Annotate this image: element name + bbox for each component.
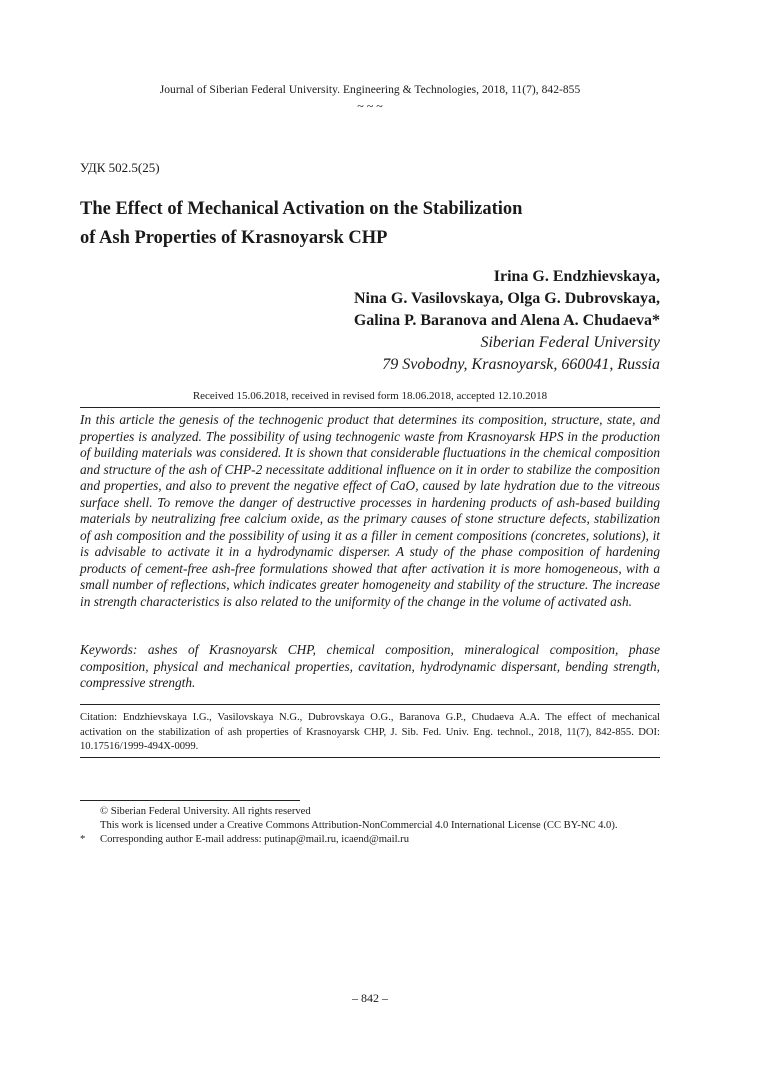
title-line-1: The Effect of Mechanical Activation on the Stabilization xyxy=(80,199,523,219)
author-block xyxy=(354,266,660,376)
page-number: – 842 – xyxy=(352,991,388,1005)
divider-citation-top xyxy=(80,704,660,705)
footnote-rule xyxy=(80,800,300,801)
abstract: In this article the genesis of the technogenic product that determines its composition, structure, state, and properties is analyzed. The possibility of using technogenic waste from Krasnoyarsk HPS in the production of building materials was considered. It is shown that considerable fluctuations in the chemical composition and structure of the ash of CHP-2 necessitate additional influence on it in order to stabilize the composition and properties, and also to prevent the negative effect of CaO, caused by late hydration due to the vitreous surface shell. To remove the danger of destructive processes in hardening products of ash-based building materials by neutralizing free calcium oxide, as the primary causes of stone structure defects, stabilization of ash composition and the possibility of using it as a filler in cement compositions (concretes, solutions), it is advisable to activate it in a hydrodynamic disperser. A study of the phase composition of hardening products of cement-free ash-free formulations showed that after activation it is more homogeneous, with a small number of reflections, which indicates greater homogeneity and stability of the structure. The increase in strength characteristics is also related to the uniformity of the change in the volume of activated ash. xyxy=(80,412,660,609)
journal-header: Journal of Siberian Federal University. Engineering & Technologies, 2018, 11(7), 842-855 xyxy=(159,84,581,96)
paper-title xyxy=(80,195,600,253)
divider-citation-bottom xyxy=(80,757,660,758)
authors-line-1: Irina G. Endzhievskaya, xyxy=(493,268,660,285)
authors-line-3: Galina P. Baranova and Alena A. Chudaeva* xyxy=(353,312,660,329)
header-ornament: ~ ~ ~ xyxy=(357,99,383,113)
footnote-star: * xyxy=(80,834,86,845)
address: 79 Svobodny, Krasnoyarsk, 660041, Russia xyxy=(382,356,660,373)
received-dates: Received 15.06.2018, received in revised form 18.06.2018, accepted 12.10.2018 xyxy=(192,390,548,402)
authors-line-2: Nina G. Vasilovskaya, Olga G. Dubrovskaya, xyxy=(353,290,660,307)
title-line-2: of Ash Properties of Krasnoyarsk CHP xyxy=(80,228,388,248)
footnote-copyright: © Siberian Federal University. All rights reserved xyxy=(100,806,311,817)
divider-top xyxy=(80,407,660,408)
footnote-corresponding: * Corresponding author E-mail address: putinap@mail.ru, icaend@mail.ru xyxy=(80,834,409,845)
udk-code: УДК 502.5(25) xyxy=(80,160,160,175)
citation: Citation: Endzhievskaya I.G., Vasilovskaya N.G., Dubrovskaya O.G., Baranova G.P., Chudaeva A.A. The effect of mechanical activation on the stabilization of ash properties of Krasnoyarsk CHP, J. Sib. Fed. Univ. Eng. technol., 2018, 11(7), 842-855. DOI: 10.17516/1999-494X-0099. xyxy=(80,712,660,752)
keywords: Keywords: ashes of Krasnoyarsk CHP, chemical composition, mineralogical composition, phase composition, physical and mechanical properties, cavitation, hydrodynamic dispersant, bending strength, compressive strength. xyxy=(80,642,660,690)
affiliation: Siberian Federal University xyxy=(480,334,660,351)
footnote-license: This work is licensed under a Creative Commons Attribution-NonCommercial 4.0 International License (CC BY-NC 4.0). xyxy=(100,820,618,831)
